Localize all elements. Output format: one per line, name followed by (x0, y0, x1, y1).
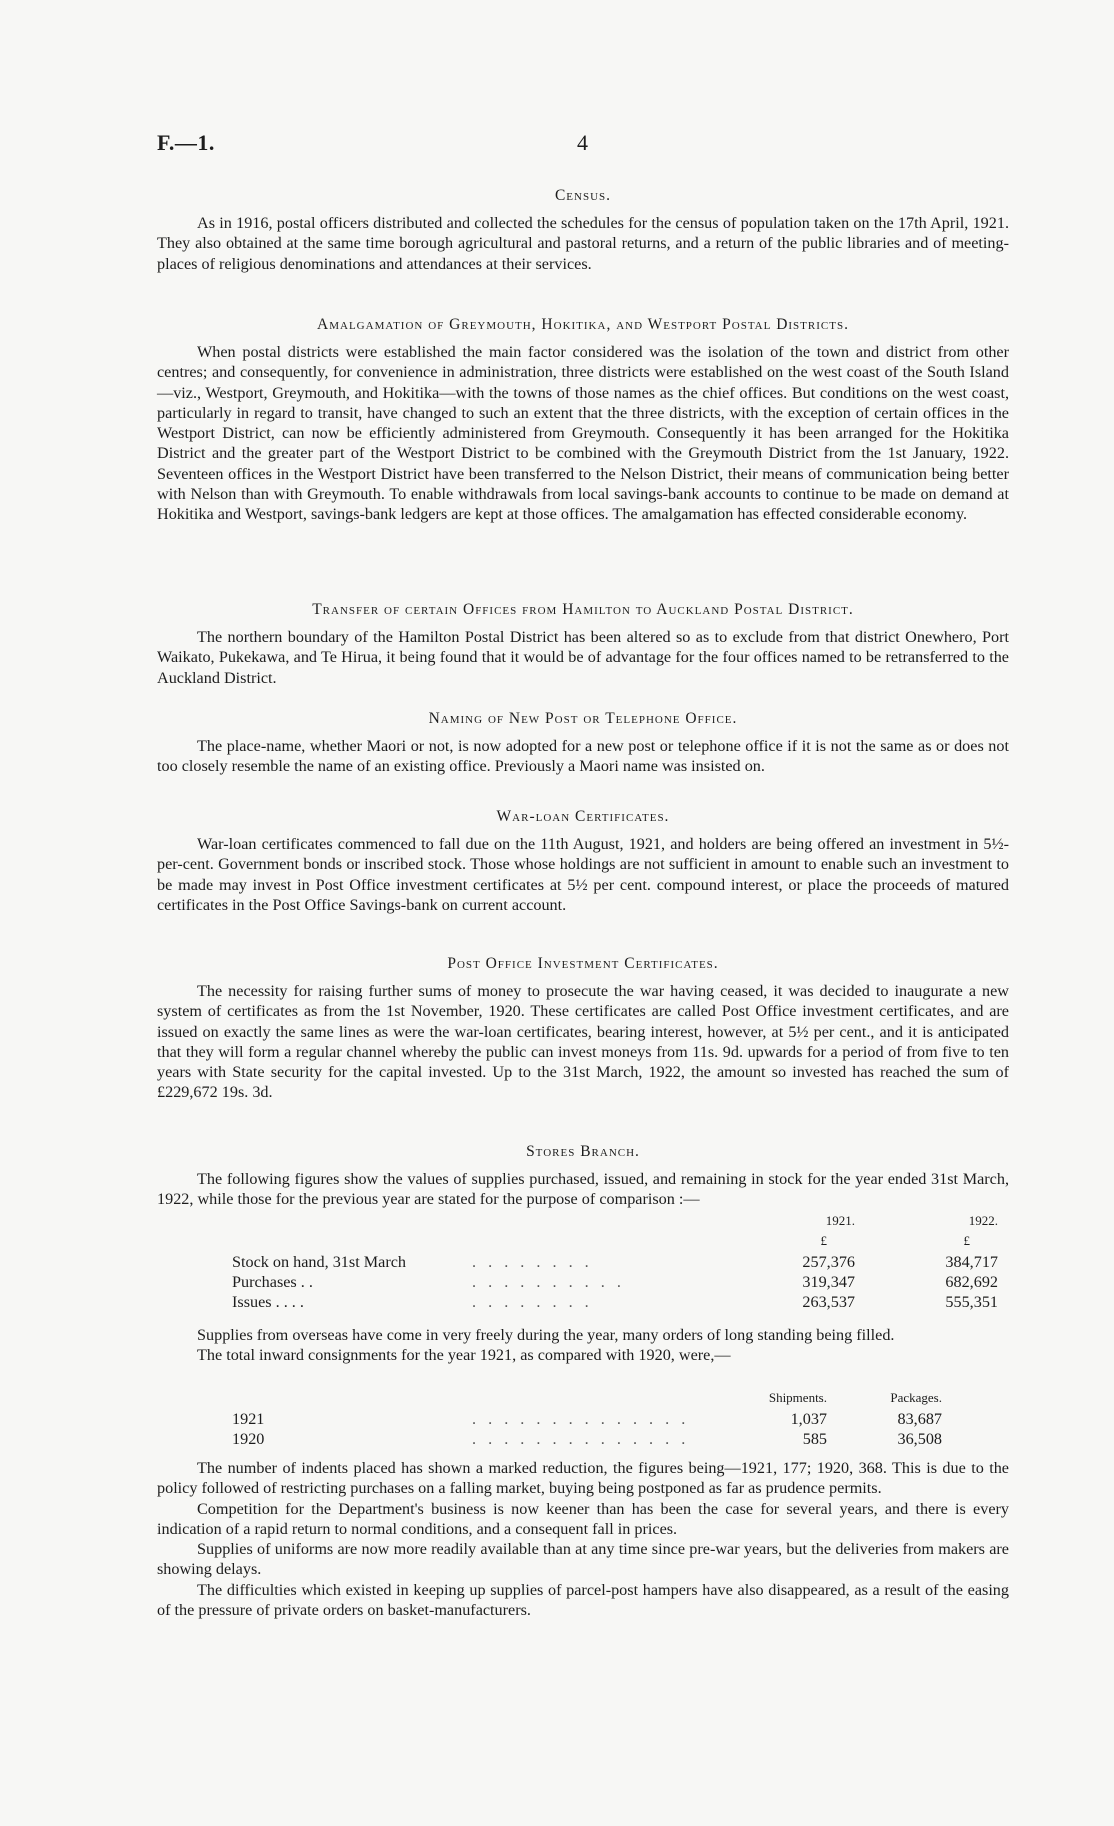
shipments-value: 585 (802, 1430, 827, 1448)
value-1922: 682,692 (945, 1273, 998, 1291)
shipments-value: 1,037 (790, 1410, 827, 1428)
unit-1921: £ (820, 1233, 827, 1248)
leader-dots: . . . . . . . . . . . . . . (472, 1430, 690, 1448)
row-label: 1920 (232, 1430, 265, 1448)
investment-paragraph: The necessity for raising further sums of money to prosecute the war having ceased, it was decided to inaugurate a new system of certificates as from the 1st November, 1920. These certificates are called Post Office investment certificates, and are issued on exactly the same lines as were the war-loan certificates, bearing interest, however, at 5½ per cent., and it is anticipated that they will form a regular channel whereby the public can invest moneys from 11s. 9d. upwards for a period of from five to ten years with State security for the capital invested. Up to the 31st March, 1922, the amount so invested has reached the sum of £229,672 19s. 3d. (157, 982, 1009, 1102)
section-warloan (157, 808, 1009, 915)
report-code: F.—1. (157, 130, 215, 155)
stores-values-table (232, 1213, 998, 1313)
warloan-heading: War-loan Certificates. (496, 808, 670, 825)
value-1922: 384,717 (945, 1253, 998, 1271)
stores-overseas-block (157, 1325, 1009, 1366)
investment-heading: Post Office Investment Certificates. (447, 955, 719, 972)
census-heading: Census. (554, 187, 612, 204)
overseas-paragraph: Supplies from overseas have come in very freely during the year, many orders of long standing being filled. (197, 1326, 895, 1344)
row-label: Stock on hand, 31st March (232, 1253, 406, 1271)
row-label: 1921 (232, 1410, 265, 1428)
table-row (232, 1273, 998, 1293)
amalgamation-paragraph: When postal districts were established the main factor considered was the isolation of the town and district from other centres; and consequently, for convenience in administration, three districts were established on the west coast of the South Island—viz., Westport, Greymouth, and Hokitika—with the towns of those names as the chief offices. But conditions on the west coast, particularly in regard to transit, have changed to such an extent that the three districts, with the exception of certain offices in the Westport District, can now be efficiently administered from Greymouth. Consequently it has been arranged for the Hokitika District and the greater part of the Westport District to be combined with the Greymouth District from the 1st January, 1922. Seventeen offices in the Westport District have been transferred to the Nelson District, their means of communication being better with Nelson than with Greymouth. To enable withdrawals from local savings-bank accounts to continue to be made on demand at Hokitika and Westport, savings-bank ledgers are kept at those offices. The amalgamation has effected considerable economy. (157, 343, 1009, 524)
table-row (232, 1253, 998, 1273)
leader-dots: . . . . . . . . (472, 1293, 593, 1311)
leader-dots: . . . . . . . . . . (472, 1273, 625, 1291)
section-naming (157, 710, 1009, 777)
value-1921: 263,537 (802, 1293, 855, 1311)
unit-1922: £ (963, 1233, 970, 1248)
consignments-table (232, 1390, 942, 1450)
indents-paragraph: The number of indents placed has shown a marked reduction, the figures being—1921, 177; 1920, 368. This is due to the policy followed of restricting purchases on a falling market, buying being postponed as far as prudence permits. (157, 1459, 1009, 1498)
section-transfer (157, 601, 1009, 688)
stores-closing-block (157, 1458, 1009, 1620)
col-shipments-header: Shipments. (768, 1390, 827, 1405)
hampers-paragraph: The difficulties which existed in keeping up supplies of parcel-post hampers have also disappeared, as a result of the easing of the pressure of private orders on basket-manufacturers. (157, 1580, 1009, 1620)
running-header (157, 130, 1009, 160)
table-row (232, 1410, 942, 1430)
uniforms-paragraph: Supplies of uniforms are now more readily available than at any time since pre-war years, but the deliveries from makers are showing delays. (157, 1540, 1009, 1579)
value-1921: 319,347 (802, 1273, 855, 1291)
amalgamation-heading: Amalgamation of Greymouth, Hokitika, and Westport Postal Districts. (317, 316, 849, 333)
transfer-heading: Transfer of certain Offices from Hamilton to Auckland Postal District. (312, 601, 854, 618)
row-label: Issues . . . . (232, 1293, 304, 1311)
naming-heading: Naming of New Post or Telephone Office. (428, 710, 738, 727)
value-1922: 555,351 (945, 1293, 998, 1311)
naming-paragraph: The place-name, whether Maori or not, is now adopted for a new post or telephone office if it is not the same as or does not too closely resemble the name of an existing office. Previously a Maori name was insisted on. (157, 737, 1009, 776)
table-row (232, 1430, 942, 1450)
stores-heading: Stores Branch. (526, 1143, 640, 1160)
section-stores (157, 1143, 1009, 1210)
col-packages-header: Packages. (890, 1390, 942, 1405)
packages-value: 83,687 (897, 1410, 942, 1428)
census-paragraph: As in 1916, postal officers distributed and collected the schedules for the census of population taken on the 17th April, 1921. They also obtained at the same time borough agricultural and pastoral returns, and a return of the public libraries and of meeting-places of religious denominations and attendances at their services. (157, 214, 1009, 273)
row-label: Purchases . . (232, 1273, 313, 1291)
section-investment (157, 955, 1009, 1103)
section-amalgamation (157, 316, 1009, 525)
packages-value: 36,508 (897, 1430, 942, 1448)
table-row (232, 1293, 998, 1313)
stores-intro: The following figures show the values of supplies purchased, issued, and remaining in stock for the year ended 31st March, 1922, while those for the previous year are stated for the purpose of comparison :— (157, 1170, 1009, 1209)
section-census (157, 187, 1009, 274)
competition-paragraph: Competition for the Department's business is now keener than has been the case for several years, and there is every indication of a rapid return to normal conditions, and a consequent fall in prices. (157, 1499, 1009, 1538)
warloan-paragraph: War-loan certificates commenced to fall due on the 11th August, 1921, and holders are being offered an investment in 5½-per-cent. Government bonds or inscribed stock. Those whose holdings are not sufficient in amount to enable such an investment to be made may invest in Post Office investment certificates at 5½ per cent. compound interest, or place the proceeds of matured certificates in the Post Office Savings-bank on current account. (157, 835, 1009, 914)
col-1922-header: 1922. (968, 1213, 998, 1228)
inward-paragraph: The total inward consignments for the year 1921, as compared with 1920, were,— (197, 1346, 731, 1365)
transfer-paragraph: The northern boundary of the Hamilton Postal District has been altered so as to exclude from that district Onewhero, Port Waikato, Pukekawa, and Te Hirua, it being found that it would be of advantage for the four offices named to be retransferred to the Auckland District. (157, 628, 1009, 687)
page-number: 4 (577, 130, 588, 155)
col-1921-header: 1921. (825, 1213, 855, 1228)
leader-dots: . . . . . . . . (472, 1253, 593, 1271)
value-1921: 257,376 (802, 1253, 855, 1271)
leader-dots: . . . . . . . . . . . . . . (472, 1410, 690, 1428)
